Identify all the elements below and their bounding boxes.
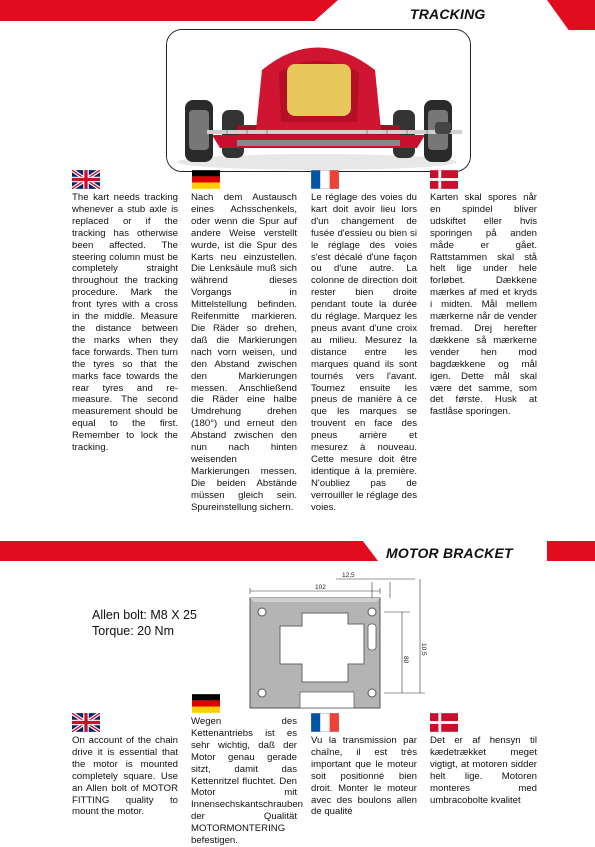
- bracket-text-english: On account of the chain drive it is essential that the motor is mounted completely square. Use an Allen bolt of MOTOR FITTING quality to mount the motor.: [72, 735, 178, 818]
- motor-bracket-diagram: [240, 568, 440, 718]
- tracking-text-french: Le réglage des voies du kart doit avoir lieu lors d'un changement de fusée d'essieu ou bien si le réglage des voies s'est décalé d'une façon ou d'une autre. La colonne de direction doit rester bien droite pendant toute la durée du réglage. Marquez les pneus avant d'une croix au milieu. Mesurez la distance entre les marques quand ils sont tournés vers l'avant. Tournez ensuite les pneus de manière à ce que les marques se trouvent en face des pneus arrière et mesurez à nouveau. Cette mesure doit être identique à la première. N'oubliez pas de verrouiller le réglage des voies.: [311, 192, 417, 513]
- kart-photo: [166, 29, 471, 172]
- dimension-top-label: 12,5: [342, 572, 355, 579]
- middle-left-red-bar: [0, 541, 378, 561]
- motor-bracket-heading: MOTOR BRACKET: [386, 545, 513, 561]
- germany-flag-icon: [192, 694, 220, 713]
- allen-bolt-spec: Allen bolt: M8 X 25: [92, 608, 197, 622]
- denmark-flag-icon: [430, 713, 458, 732]
- tracking-text-german: Nach dem Austausch eines Achsschenkels, oder wenn die Spur auf andere Weise verstellt wurde, ist die Spur des Karts neu einzustellen. Die Lenksäule muß sich während dieses Vorgangs in Mittelstellung befinden. Reifenmitte markieren. Die Räder so drehen, daß die Markierungen nach vorn weisen, und den Abstand zwischen den Markierungen messen. Anschließend die Räder eine halbe Umdrehung drehen (180°) und erneut den Abstand zwischen den nun nach hinten weisenden Markierungen messen. Die beiden Abstände müssen gleich sein. Spureinstellung sichern.: [191, 192, 297, 513]
- top-right-red-bar: [547, 0, 595, 30]
- uk-flag-icon: [72, 713, 100, 732]
- bracket-text-danish: Det er af hensyn til kædetrækket meget vigtigt, at motoren sidder helt lige. Motoren monteres med umbracobolte kvalitet: [430, 735, 537, 806]
- uk-flag-icon: [72, 170, 100, 189]
- germany-flag-icon: [192, 170, 220, 189]
- bracket-text-german: Wegen des Kettenantriebs ist es sehr wichtig, daß der Motor genau gerade sitzt, damit das Kettenritzel fluchtet. Den Motor mit Innensechskantschrauben der Qualität MOTORMONTERING befestigen.: [191, 716, 304, 847]
- bracket-text-french: Vu la transmission par chaîne, il est très important que le moteur soit positionné bien droit. Monter le moteur avec des boulons allen de qualité: [311, 735, 417, 818]
- middle-right-red-bar: [547, 541, 595, 561]
- dimension-height-inner-label: 80: [402, 656, 409, 664]
- tracking-text-danish: Karten skal spores når en spindel bliver udskiftet eller hvis sporingen på anden måde er gået. Rattstammen skal stå helt lige under hele forløbet. Dækkene mærkes af med et kryds i midten. Mål mellem mærkerne når de vender fremad. Drej herefter dækkene så mærkerne vender hen mod bagdækkene og mål igen. Dette mål skal være det samme, som det første. Husk at fastlåse sporingen.: [430, 192, 537, 418]
- france-flag-icon: [311, 713, 339, 732]
- france-flag-icon: [311, 170, 339, 189]
- kart-illustration: [167, 30, 470, 171]
- denmark-flag-icon: [430, 170, 458, 189]
- tracking-heading: TRACKING: [410, 6, 486, 22]
- torque-spec: Torque: 20 Nm: [92, 624, 174, 638]
- dimension-width-label: 102: [315, 584, 326, 591]
- top-left-red-bar: [0, 0, 338, 21]
- tracking-text-english: The kart needs tracking whenever a stub axle is replaced or if the tracking has otherwise been affected. The steering column must be completely straight throughout the tracking procedure. Mark the front tyres with a cross in the middle. Measure the distance between the marks when they face forwards. Then turn the tyres so that the marks face towards the rear tyres and re-measure. The second measurement should be equal to the first. Remember to lock the tracking.: [72, 192, 178, 454]
- dimension-height-outer-label: 10,5: [420, 643, 427, 656]
